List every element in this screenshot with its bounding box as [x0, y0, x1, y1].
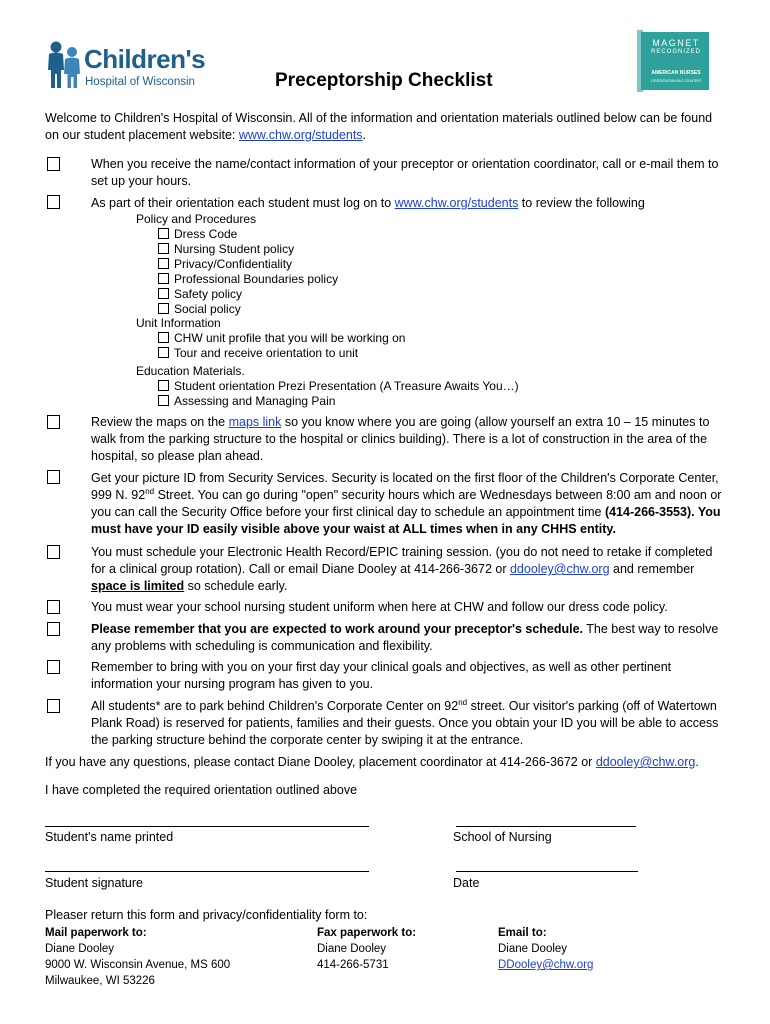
logo-subtitle: Hospital of Wisconsin — [85, 76, 195, 88]
checkbox-boundaries[interactable] — [158, 273, 169, 284]
fax-heading: Fax paperwork to: — [317, 927, 417, 939]
maps-link[interactable]: maps link — [228, 415, 282, 429]
checkbox-contact[interactable] — [47, 157, 60, 171]
page-title: Preceptorship Checklist — [275, 70, 493, 91]
epic-email-link[interactable]: ddooley@chw.org — [509, 562, 610, 576]
policy-heading: Policy and Procedures — [136, 212, 257, 226]
fax-column — [317, 925, 416, 973]
checkbox-privacy[interactable] — [158, 258, 169, 269]
edu-item: Assessing and Managing Pain — [158, 394, 519, 409]
policy-item: Professional Boundaries policy — [158, 272, 338, 287]
checkbox-unit-tour[interactable] — [158, 347, 169, 358]
item-epic: You must schedule your Electronic Health Record/EPIC training session. (you do not need to retake if completed for a clinical group rotation). Call or email Diane Dooley at 414-266-3672 or ddooley@chw.org and remember space is limited so schedule early. — [91, 545, 713, 593]
item-uniform: You must wear your school nursing student uniform when here at CHW and follow our dress code policy. — [91, 600, 668, 614]
policy-item: Privacy/Confidentiality — [158, 257, 338, 272]
checkbox-uniform[interactable] — [47, 600, 60, 614]
policy-item: Dress Code — [158, 227, 338, 242]
email-heading: Email to: — [498, 927, 547, 939]
item-schedule: Please remember that you are expected to work around your preceptor's schedule. The best way to resolve any problems with scheduling is communication and flexibility. — [91, 622, 719, 653]
student-signature-line[interactable] — [45, 871, 369, 872]
policy-item: Safety policy — [158, 287, 338, 302]
checkbox-goals[interactable] — [47, 660, 60, 674]
email-column — [498, 925, 593, 973]
email-name: Diane Dooley — [498, 943, 568, 955]
checkbox-prezi[interactable] — [158, 380, 169, 391]
completed-statement: I have completed the required orientation outlined above — [45, 783, 358, 797]
questions-email-link[interactable]: ddooley@chw.org — [595, 755, 696, 769]
checkbox-unit-profile[interactable] — [158, 332, 169, 343]
return-intro: Pleaser return this form and privacy/confidentiality form to: — [45, 908, 368, 922]
children-silhouette-icon — [44, 40, 84, 90]
student-signature-label: Student signature — [45, 876, 143, 890]
logo-name: Children's — [84, 44, 206, 74]
unit-list — [158, 331, 405, 361]
school-line[interactable] — [456, 826, 636, 827]
mail-column — [45, 925, 230, 989]
magnet-line1: MAGNET — [652, 38, 700, 48]
magnet-badge — [637, 30, 713, 92]
checkbox-parking[interactable] — [47, 699, 60, 713]
checkbox-orientation[interactable] — [47, 195, 60, 209]
unit-item: CHW unit profile that you will be working on — [158, 331, 405, 346]
fax-line: 414-266-5731 — [317, 959, 389, 971]
policy-item: Nursing Student policy — [158, 242, 338, 257]
item-maps: Review the maps on the maps link so you know where you are going (allow yourself an extra 10 – 15 minutes to walk from the parking structure to the hospital or clinics building). There is a lot of construction in the area of the hospital, so please plan ahead. — [91, 415, 710, 463]
mail-heading: Mail paperwork to: — [45, 927, 147, 939]
mail-line: Diane Dooley — [45, 943, 115, 955]
chw-logo — [44, 40, 214, 94]
magnet-line4: CREDENTIALING CENTER — [650, 78, 701, 83]
magnet-line2: RECOGNIZED — [650, 49, 701, 55]
checkbox-maps[interactable] — [47, 415, 60, 429]
fax-line: Diane Dooley — [317, 943, 387, 955]
item-id: Get your picture ID from Security Services. Security is located on the first floor of the Children's Corporate Center, 999 N. 92nd Street. You can go during "open" security hours which are Wednesdays between 8:00 am and noon or you can call the Security Office before your first clinical day to schedule an appointment time (414-266-3553). You must have your ID easily visible above your waist at ALL times when in any CHHS entity. — [91, 471, 722, 536]
edu-list — [158, 379, 519, 409]
student-name-label: Student's name printed — [45, 830, 174, 844]
unit-item: Tour and receive orientation to unit — [158, 346, 405, 361]
checkbox-social[interactable] — [158, 303, 169, 314]
checkbox-id[interactable] — [47, 470, 60, 484]
edu-heading: Education Materials. — [136, 364, 245, 378]
policy-item: Social policy — [158, 302, 338, 317]
date-label: Date — [453, 876, 480, 890]
checkbox-dress-code[interactable] — [158, 228, 169, 239]
student-name-line[interactable] — [45, 826, 369, 827]
date-line[interactable] — [456, 871, 638, 872]
school-label: School of Nursing — [453, 830, 552, 844]
mail-line: Milwaukee, WI 53226 — [45, 975, 155, 987]
intro-link[interactable]: www.chw.org/students — [238, 128, 363, 142]
questions-line: If you have any questions, please contact Diane Dooley, placement coordinator at 414-266-3672 or ddooley@chw.org. — [45, 755, 699, 769]
item-goals: Remember to bring with you on your first day your clinical goals and objectives, as well as other pertinent information your nursing program has given to you. — [91, 660, 672, 691]
checkbox-epic[interactable] — [47, 545, 60, 559]
item-contact: When you receive the name/contact information of your preceptor or orientation coordinator, call or e-mail them to set up your hours. — [91, 157, 719, 188]
checkbox-schedule[interactable] — [47, 622, 60, 636]
orientation-link[interactable]: www.chw.org/students — [394, 196, 519, 210]
item-orientation: As part of their orientation each student must log on to www.chw.org/students to review the following — [91, 196, 645, 210]
policy-list — [158, 227, 338, 317]
intro-text: Welcome to Children's Hospital of Wisconsin. All of the information and orientation materials outlined below can be found on our student placement website: — [45, 111, 713, 142]
checkbox-pain[interactable] — [158, 395, 169, 406]
unit-heading: Unit Information — [136, 316, 221, 330]
magnet-line3: AMERICAN NURSES — [651, 70, 701, 76]
checkbox-nursing-student-policy[interactable] — [158, 243, 169, 254]
intro-paragraph: Welcome to Children's Hospital of Wisconsin. All of the information and orientation materials outlined below can be found on our student placement website: www.chw.org/students. — [45, 111, 713, 142]
edu-item: Student orientation Prezi Presentation (A Treasure Awaits You…) — [158, 379, 519, 394]
item-parking: All students* are to park behind Children's Corporate Center on 92nd street. Our visitor's parking (off of Watertown Plank Road) is reserved for patients, families and their guests. Once you obtain your ID you will be able to access the parking structure behind the corporate center by swiping it at the entrance. — [91, 697, 719, 747]
return-email-link[interactable]: DDooley@chw.org — [498, 959, 594, 971]
mail-line: 9000 W. Wisconsin Avenue, MS 600 — [45, 959, 231, 971]
checkbox-safety[interactable] — [158, 288, 169, 299]
